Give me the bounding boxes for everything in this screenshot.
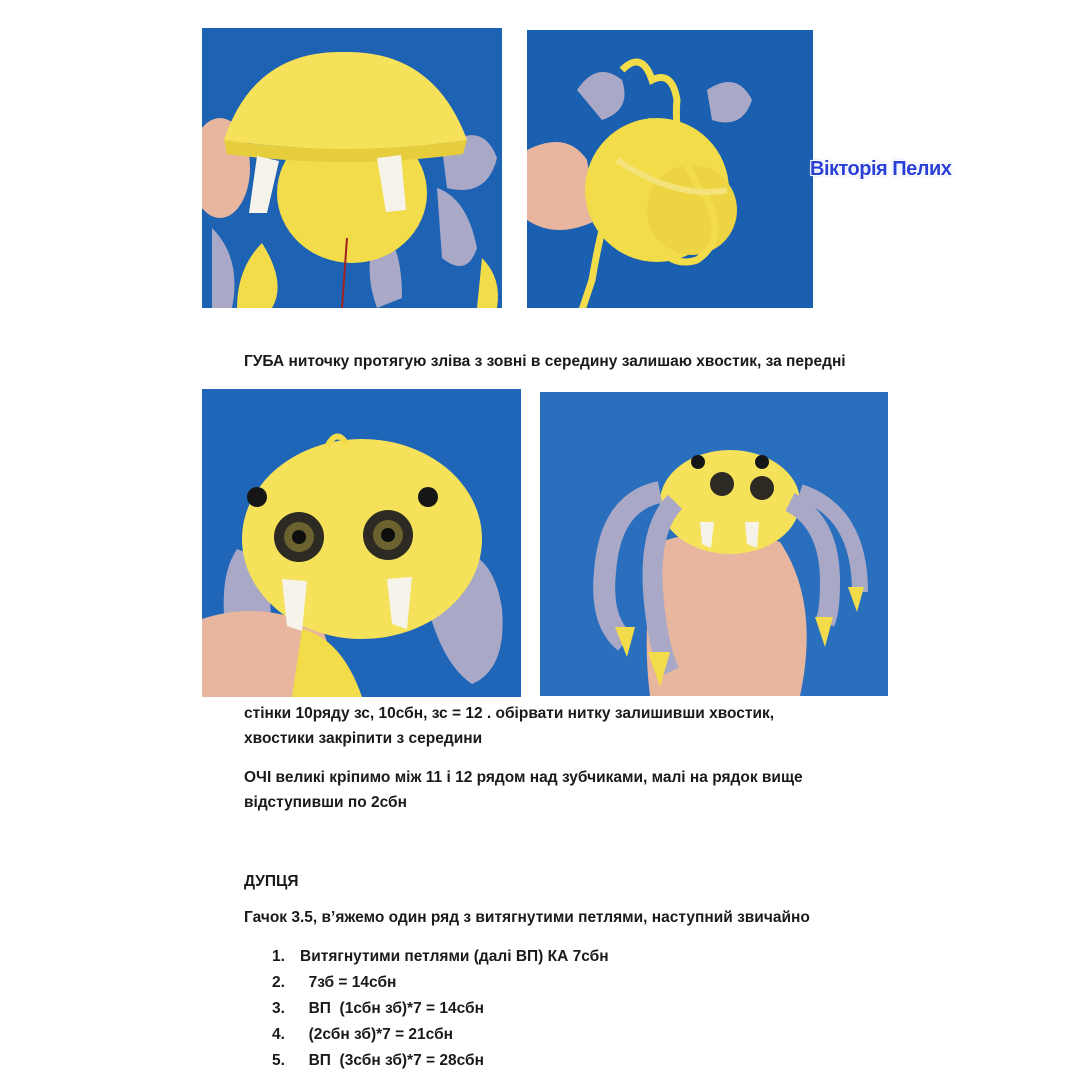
list-item: 3. ВП (1сбн зб)*7 = 14сбн xyxy=(272,1000,484,1017)
list-item: 1. Витягнутими петлями (далі ВП) КА 7сбн xyxy=(272,948,609,965)
list-item: 5. ВП (3сбн зб)*7 = 28сбн xyxy=(272,1052,484,1069)
photo-spider-lip-top xyxy=(202,28,502,308)
photo-spider-finished xyxy=(540,392,888,696)
list-item: 2. 7зб = 14сбн xyxy=(272,974,397,991)
eyes-instruction-line2: відступивши по 2сбн xyxy=(244,794,407,811)
eyes-instruction-line1: ОЧІ великі кріпимо між 11 і 12 рядом над зубчиками, малі на рядок вище xyxy=(244,769,803,786)
lip-instruction: ГУБА ниточку протягую зліва з зовні в середину залишаю хвостик, за передні xyxy=(244,353,846,370)
author-watermark: Вікторія Пелих xyxy=(810,158,952,180)
wall-instruction-line1: стінки 10ряду зс, 10сбн, зс = 12 . обірвати нитку залишивши хвостик, xyxy=(244,705,775,722)
wall-instruction-line2: хвостики закріпити з середини xyxy=(244,730,483,747)
section-title: ДУПЦЯ xyxy=(244,873,299,890)
list-item: 4. (2сбн зб)*7 = 21сбн xyxy=(272,1026,454,1043)
hook-instruction: Гачок 3.5, в’яжемо один ряд з витягнутими петлями, наступний звичайно xyxy=(244,909,810,926)
photo-spider-eyes-front xyxy=(202,389,521,697)
photo-spider-back-thread xyxy=(527,30,813,308)
steps-list xyxy=(272,944,609,1074)
